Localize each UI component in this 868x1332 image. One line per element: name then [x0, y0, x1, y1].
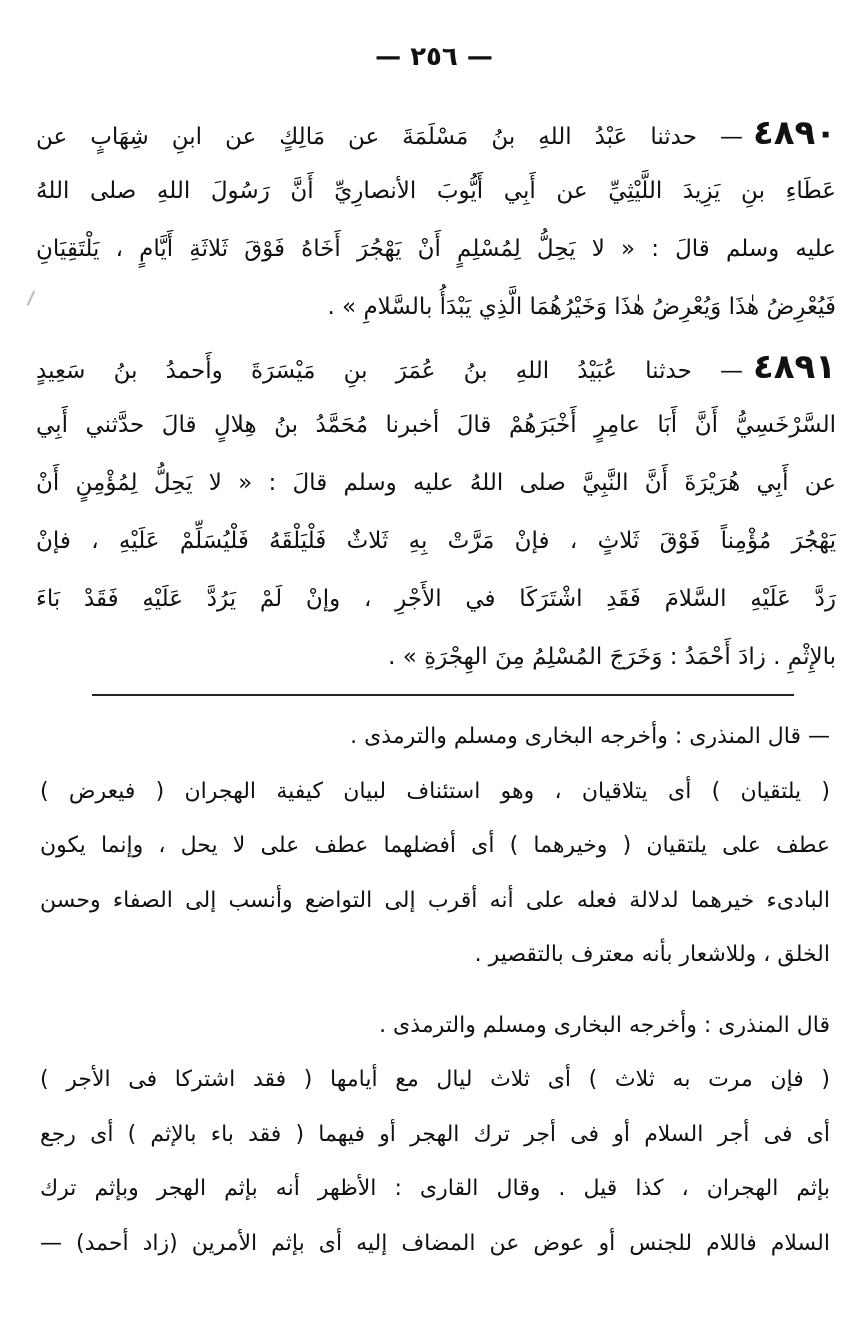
commentary-line: أى فى أجر السلام أو فى أجر ترك الهجر أو فيهما ( فقد باء بالإثم ) أى رجع [40, 1121, 830, 1147]
hadith-line: عن أَبِي هُرَيْرَةَ أَنَّ النَّبِيَّ صلى اللهُ عليه وسلم قالَ : « لا يَحِلُّ لِمُؤْمِنٍ أَنْ [36, 470, 836, 496]
commentary-line: البادىء خيرهما لدلالة فعله على أنه أقرب إلى التواضع وأنسب إلى الصفاء وحسن [40, 887, 830, 913]
hadith-number: ٤٨٩١ [752, 347, 836, 387]
hadith-line: عليه وسلم قالَ : « لا يَحِلُّ لِمُسْلِمٍ أَنْ يَهْجُرَ أَخَاهُ فَوْقَ ثَلاثَةِ أَيَّامٍ ، يَلْتَقِيَانِ [36, 236, 836, 262]
hadith-line: يَهْجُرَ مُؤْمِناً فَوْقَ ثَلاثٍ ، فإنْ مَرَّتْ بِهِ ثَلاثٌ فَلْيَلْقَهُ فَلْيُسَلِّمْ عَلَيْهِ ، فإنْ [36, 528, 836, 554]
hadith-line [36, 338, 836, 396]
hadith-line [36, 104, 836, 162]
commentary-line: — قال المنذرى : وأخرجه البخارى ومسلم والترمذى . [350, 724, 830, 749]
commentary-line: قال المنذرى : وأخرجه البخارى ومسلم والترمذى . [379, 1012, 830, 1038]
commentary-line: السلام فاللام للجنس أو عوض عن المضاف إليه أى بإثم الأمرين (زاد أحمد) — [40, 1230, 830, 1256]
hadith-line: عَطَاءِ بنِ يَزِيدَ اللَّيْثِيِّ عن أَبِي أَيُّوبَ الأنصارِيِّ أَنَّ رَسُولَ اللهِ صلى اللهُ [36, 178, 836, 204]
commentary-line: ( يلتقيان ) أى يتلاقيان ، وهو استئناف لبيان كيفية الهجران ( فيعرض ) [40, 778, 830, 804]
hadith-number: ٤٨٩٠ [752, 113, 836, 153]
commentary-line: ( فإن مرت به ثلاث ) أى ثلاث ليال مع أيامها ( فقد اشتركا فى الأجر ) [40, 1067, 830, 1092]
hadith-line: بالإِثْمِ . زادَ أَحْمَدُ : وَخَرَجَ المُسْلِمُ مِنَ الهِجْرَةِ » . [388, 644, 836, 670]
commentary-gap [40, 983, 830, 999]
commentary-line: الخلق ، وللاشعار بأنه معترف بالتقصير . [474, 942, 830, 967]
hadith-4890 [36, 104, 836, 336]
hadith-line: السَّرْخَسِيُّ أَنَّ أَبَا عامِرٍ أَخْبَرَهُمْ قالَ أخبرنا مُحَمَّدُ بنُ هِلالٍ قالَ حدَّثني أَبِي [36, 412, 836, 438]
commentary-line: عطف على يلتقيان ( وخيرهما ) أى أفضلهما عطف على لا يحل ، وإنما يكون [40, 833, 830, 858]
commentary-section [40, 710, 830, 1271]
hadith-line: رَدَّ عَلَيْهِ السَّلامَ فَقَدِ اشْتَرَكَا في الأَجْرِ ، وإنْ لَمْ يَرُدَّ عَلَيْهِ فَقَدْ بَاءَ [36, 586, 836, 612]
scan-mark [27, 290, 36, 305]
page-number: — ٢٥٦ — [375, 42, 493, 72]
commentary-line: بإثم الهجران ، كذا قيل . وقال القارى : الأظهر أنه بإثم الهجر وبإثم ترك [40, 1176, 830, 1201]
hadith-text: — حدثنا عُبَيْدُ اللهِ بنُ عُمَرَ بنِ مَيْسَرَةَ وأَحمدُ بنُ سَعِيدٍ [36, 358, 743, 384]
footnote-separator [92, 694, 794, 696]
hadith-line: فَيُعْرِضُ هٰذَا وَيُعْرِضُ هٰذَا وَخَيْرُهُمَا الَّذِي يَبْدَأُ بالسَّلامِ » . [327, 294, 836, 320]
hadith-4891 [36, 338, 836, 686]
hadith-text: — حدثنا عَبْدُ اللهِ بنُ مَسْلَمَةَ عن مَالِكٍ عن ابنِ شِهَابٍ عن [36, 124, 743, 150]
